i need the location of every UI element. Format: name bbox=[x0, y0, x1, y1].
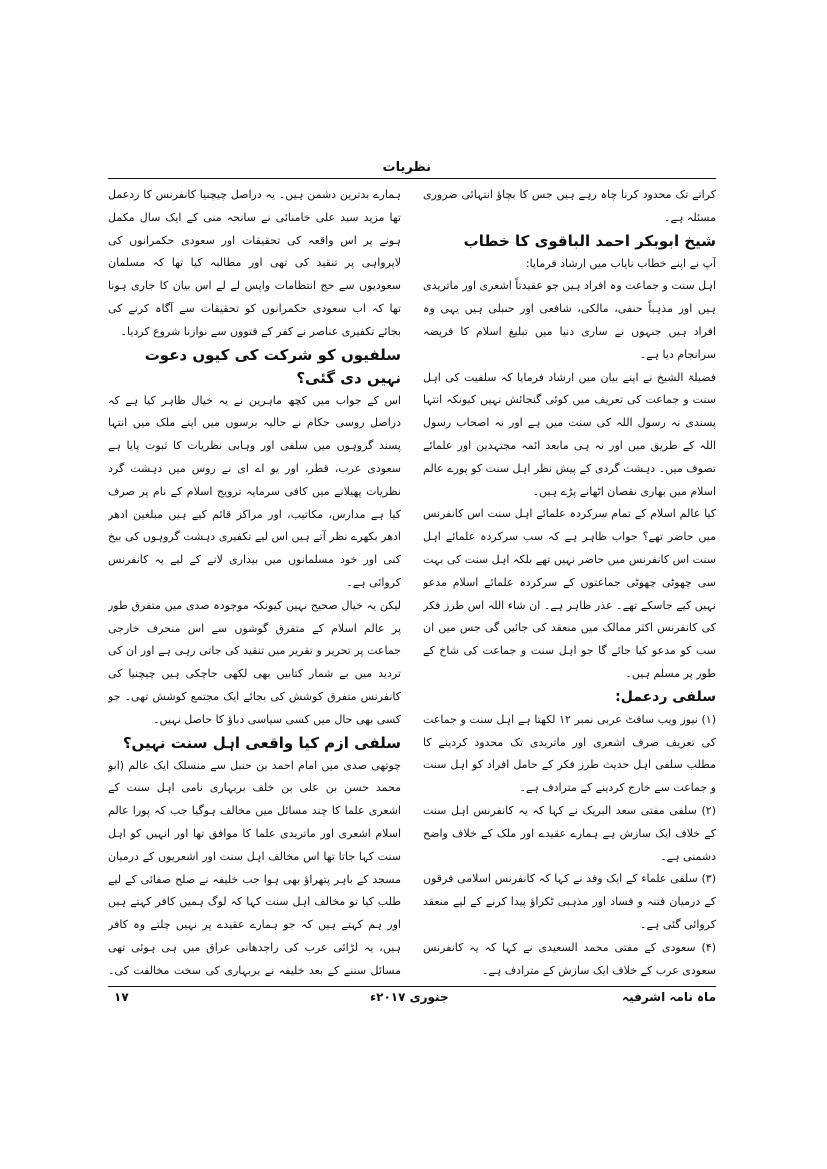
list-item: (۱) نیوز ویب سافٹ عربی نمبر ۱۲ لکھتا ہے اہل سنت و جماعت کی تعریف صرف اشعری اور ماتریدی تک محدود کردینے کا مطلب سلفی اہل حدیث طرز فکر کے حامل افراد کو اہل سنت و جماعت سے خارج کردینے کے مترادف ہے۔ bbox=[423, 712, 716, 795]
page-header bbox=[108, 160, 716, 179]
heading-salafism-ahlesunnat: سلفی ازم کیا واقعی اہل سنت نہیں؟ bbox=[122, 733, 401, 752]
heading-salafi-invitation: سلفیوں کو شرکت کی کیوں دعوت نہیں دی گئی؟ bbox=[144, 345, 401, 387]
paragraph: لیکن یہ خیال صحیح نہیں کیونکہ موجودہ صدی میں متفرق طور پر عالم اسلام کے متفرق گوشوں سے اس منحرف خارجی جماعت پر تحریر و تقریر میں تنقید کی جاتی رہی ہے اور ان کی تردید میں بے شمار کتابیں بھی لکھی جاچکی ہیں چیچنیا کی کانفرنس متفرق کوشش کی بجائے ایک مجتمع کوشش تھی۔ جو کسی بھی حال میں کسی سیاسی دباؤ کا حاصل نہیں۔ bbox=[108, 598, 401, 726]
page-number: ۱۷ bbox=[114, 990, 129, 1004]
heading-salafi-reaction: سلفی ردعمل: bbox=[615, 688, 716, 705]
paragraph: ہمارے بدترین دشمن ہیں۔ یہ دراصل چیچنیا کانفرنس کا ردعمل تھا مزید سید علی خامنائی نے سانحہ منی کے ایک سال مکمل ہونے پر اس واقعہ کی تحقیقات اور سعودی حکمرانوں کی لاپرواہی پر تنقید کی تھی اور مطالبہ کیا تھا کہ مسلمان سعودیوں سے حج انتظامات واپس لے لے اس بیان کا جاری ہونا تھا کہ اب سعودی حکمرانوں کو تحقیقات سے آگاہ کرنے کی بجائے تکفیری عناصر نے کفر کے فتووں سے نوازنا شروع کردیا۔ bbox=[108, 188, 401, 338]
magazine-name: ماہ نامہ اشرفیہ bbox=[622, 990, 716, 1004]
left-column bbox=[108, 184, 401, 982]
issue-date: جنوری ۲۰۱۷ء bbox=[370, 990, 449, 1004]
paragraph: اس کے جواب میں کچھ ماہرین نے یہ خیال ظاہر کیا ہے کہ دراصل روسی حکام نے حالیہ برسوں میں اپنے ملک میں انتہا پسند گروہوں میں سلفی اور وہابی نظریات کا ثبوت پایا ہے سعودی عرب، قطر، اور یو اے ای نے روس میں دہشت گرد نظریات پھیلانے میں کافی سرمایہ ترویج اسلام کے نام پر صرف کیا ہے مدارس، مکاتیب، اور مراکز قائم کیے ہیں مبلغین ادھر ادھر بکھرے نظر آتے ہیں اس لیے تکفیری دہشت گروہوں کی بیخ کنی اور خود مسلمانوں میں بیداری لانے کے لیے یہ کانفرنس کروائی ہے۔ bbox=[108, 393, 401, 589]
paragraph: کراتے تک محدود کرنا چاہ رہے ہیں جس کا بچاؤ انتہائی ضروری مسئلہ ہے۔ bbox=[423, 188, 716, 224]
right-column bbox=[423, 184, 716, 982]
paragraph: چوتھی صدی میں امام احمد بن حنبل سے منسلک ایک عالم (ابو محمد حسن بن علی بن خلف بربہاری نامی اہل سنت کے اشعری علما کا چند مسائل میں مخالف ہوگیا جب کہ پورا عالم اسلام اشعری اور ماتریدی علما کا موافق تھا اور انہیں کو اہل سنت کہا جاتا تھا اس مخالف اہل سنت اور اشعریوں کے درمیان مسجد کے باہر پتھراؤ بھی ہوا جب خلیفہ نے صلح صفائی کے لیے طلب کیا تو مخالف اہل سنت کہا کہ لوگ ہمیں کافر کہتے ہیں اور ہم کہتے ہیں کہ جو ہمارے عقیدے پر نہیں چلتے وہ کافر ہیں، یہ لڑائی عرب کی راجدھانی عراق میں ہی ہوئی تھی مسائل سننے کے بعد خلیفہ نے بربہاری کی سخت مخالفت کی۔ bbox=[108, 758, 401, 977]
list-item: (۳) سلفی علماء کے ایک وفد نے کہا کہ کانفرنس اسلامی فرقوں کے درمیان فتنہ و فساد اور مذہبی ٹکراؤ پیدا کرنے کے لیے منعقد کروائی گئی ہے۔ bbox=[423, 872, 716, 931]
list-item: (۴) سعودی کے مفتی محمد السعیدی نے کہا کہ یہ کانفرنس سعودی عرب کے خلاف ایک سازش کے مترادف ہے۔ bbox=[423, 940, 716, 977]
paragraph: آپ نے اپنے خطاب نایاب میں ارشاد فرمایا: bbox=[525, 256, 716, 270]
column-divider bbox=[413, 184, 414, 982]
paragraph: فضیلۃ الشیخ نے اپنے بیان میں ارشاد فرمایا کہ سلفیت کی اہل سنت و جماعت کی تعریف میں کوئی گنجائش نہیں کیونکہ انتہا پسندی نہ رسول اللہ کی سنت میں ہے اور نہ اصحاب رسول اللہ کے طریق میں اور نہ ہی مابعد ائمہ مجتہدین اور علمائے تصوف میں۔ دہشت گردی کے پیش نظر اہل سنت کو پورے عالم اسلام میں بھاری نقصان اٹھانے پڑے ہیں۔ bbox=[423, 370, 716, 498]
paragraph: کیا عالم اسلام کے تمام سرکردہ علمائے اہل سنت اس کانفرنس میں حاضر تھے؟ جواب ظاہر ہے کہ سب سرکردہ علمائے اہل سنت اس کانفرنس میں حاضر نہیں تھے بلکہ اہل سنت کی بہت سی چھوٹی چھوٹی جماعتوں کے سرکردہ علمائے اسلام مدعو نہیں کیے جاسکے تھے۔ عذر ظاہر ہے۔ ان شاء اللہ اس طرز فکر کی کانفرنس اکثر ممالک میں منعقد کی جائیں گی جس میں ان سب کو مدعو کیا جائے گا جو اہل سنت و جماعت کی شاخ کے طور پر مسلم ہیں۔ bbox=[423, 507, 716, 680]
section-title: نظریات bbox=[382, 160, 431, 175]
list-item: (۲) سلفی مفتی سعد البریک نے کہا کہ یہ کانفرنس اہل سنت کے خلاف ایک سازش ہے ہمارے عقیدے اور ملک کے خلاف واضح دشمنی ہے۔ bbox=[423, 803, 716, 863]
paragraph: اہل سنت و جماعت وہ افراد ہیں جو عقیدتاً اشعری اور ماتریدی ہیں اور مذہباً حنفی، مالکی، شافعی اور حنبلی ہیں یہی وہ افراد ہیں جنہوں نے ساری دنیا میں تبلیغ اسلام کا فریضہ سرانجام دیا ہے۔ bbox=[423, 279, 716, 361]
heading-baqavi-speech: شیخ ابوبکر احمد الباقوی کا خطاب bbox=[463, 231, 716, 250]
page-footer bbox=[108, 986, 716, 1009]
